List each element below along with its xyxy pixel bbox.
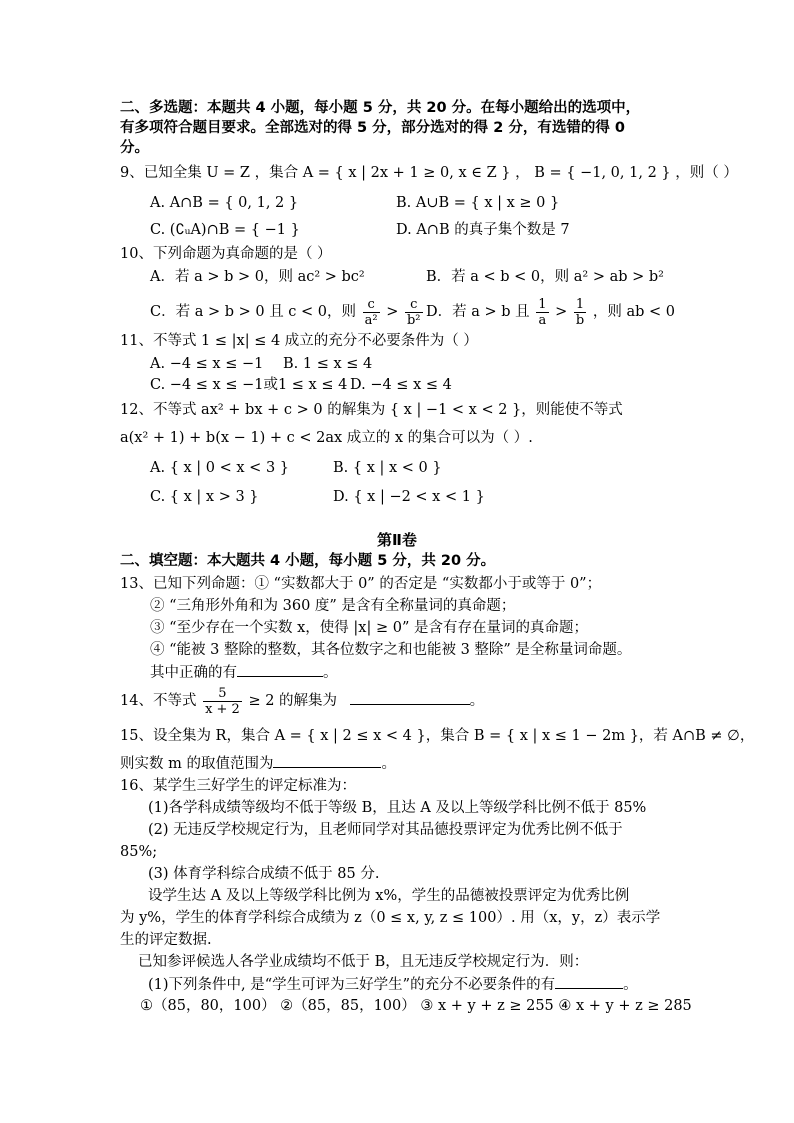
answer-blank-13[interactable]: [237, 662, 323, 677]
question-9-option-b: B. A∪B = { x | x ≥ 0 }: [396, 195, 560, 211]
question-9-option-a: A. A∩B = { 0, 1, 2 }: [150, 195, 299, 211]
section-multi-choice-header-line1: 二、多选题：本题共 4 小题，每小题 5 分，共 20 分。在每小题给出的选项中，: [120, 100, 641, 116]
question-12-option-d: D. { x | −2 < x < 1 }: [333, 489, 485, 505]
question-12-option-b: B. { x | x < 0 }: [333, 460, 442, 476]
section-multi-choice-header-line3: 分。: [120, 140, 149, 156]
fraction-1-over-a: $\frac{1}{a}$: [538, 296, 547, 328]
question-12-option-c: C. { x | x > 3 }: [150, 489, 259, 505]
question-11-stem: 11、不等式 1 ≤ |x| ≤ 4 成立的充分不必要条件为（ ）: [120, 333, 478, 349]
question-13-statement-4: ④ “能被 3 整除的整数，其各位数字之和也能被 3 整除” 是全称量词命题。: [150, 642, 632, 658]
question-11-option-c: C. −4 ≤ x ≤ −1或1 ≤ x ≤ 4: [150, 377, 348, 393]
question-11-option-b: B. 1 ≤ x ≤ 4: [283, 356, 373, 372]
question-16-sub-1: (1)下列条件中, 是“学生可评为三好学生”的充分不必要条件的有 。: [148, 974, 638, 995]
question-10-option-a: A．若 a > b > 0，则 ac² > bc²: [150, 269, 365, 285]
question-16-criterion-2: (2) 无违反学校规定行为，且老师同学对其品德投票评定为优秀比例不低于: [148, 822, 623, 838]
question-15-line1: 15、设全集为 R，集合 A = { x | 2 ≤ x < 4 }，集合 B = { x | x ≤ 1 − 2m }，若 A∩B ≠ ∅，: [120, 728, 755, 744]
fraction-5-over-x-plus-2: $\frac{5}{x + 2}$: [205, 685, 240, 717]
question-16-definition-line3: 生的评定数据.: [120, 932, 212, 948]
question-13-line1: 13、已知下列命题：① “实数都大于 0” 的否定是 “实数都小于或等于 0”；: [120, 576, 602, 592]
question-16-line1: 16、某学生三好学生的评定标准为：: [120, 778, 356, 794]
question-12-option-a: A. { x | 0 < x < 3 }: [150, 460, 290, 476]
question-10-stem: 10、下列命题为真命题的是（ ）: [120, 246, 332, 262]
question-16-definition-line2: 为 y%，学生的体育学科综合成绩为 z（0 ≤ x, y, z ≤ 100）. 用（x，y，z）表示学: [120, 910, 661, 926]
fraction-c-over-a-squared: $\frac{c}{\text{a²}}$: [364, 296, 378, 328]
question-11-option-a: A. −4 ≤ x ≤ −1: [150, 356, 264, 372]
question-10-option-b: B．若 a < b < 0，则 a² > ab > b²: [426, 269, 664, 285]
answer-blank-14[interactable]: [350, 690, 470, 705]
question-12-stem-line2: a(x² + 1) + b(x − 1) + c < 2ax 成立的 x 的集合可以为（ ）.: [120, 430, 533, 446]
fraction-c-over-b-squared: $\frac{c}{\text{b²}}$: [406, 296, 421, 328]
question-10-option-c: C．若 a > b > 0 且 c < 0，则 $\frac{c}{\text{a²}}$ > $\frac{c}{\text{b²}}$: [150, 296, 421, 328]
question-10-option-d: D．若 a > b 且 $\frac{1}{a}$ > $\frac{1}{b}$ ，则 ab < 0: [426, 296, 675, 328]
question-13-statement-3: ③ “至少存在一个实数 x，使得 |x| ≥ 0” 是含有存在量词的真命题；: [150, 620, 588, 636]
answer-blank-16[interactable]: [555, 974, 623, 989]
part-2-title: 第Ⅱ卷: [377, 531, 417, 549]
question-16-criterion-1: (1)各学科成绩等级均不低于等级 B，且达 A 及以上等级学科比例不低于 85%: [148, 800, 647, 816]
question-16-given: 已知参评候选人各学业成绩均不低于 B，且无违反学校规定行为．则：: [138, 954, 589, 970]
question-14: 14、不等式 $\frac{5}{x + 2}$ ≥ 2 的解集为 。: [120, 685, 485, 717]
question-15-line2: 则实数 m 的取值范围为 。: [120, 753, 396, 774]
question-16-definition-line1: 设学生达 A 及以上等级学科比例为 x%，学生的品德被投票评定为优秀比例: [148, 888, 630, 904]
section-fill-blank-header: 二、填空题：本大题共 4 小题，每小题 5 分，共 20 分。: [120, 553, 496, 569]
question-16-choices: ①（85，80，100） ②（85，85，100） ③ x + y + z ≥ 255 ④ x + y + z ≥ 285: [140, 998, 692, 1014]
question-12-stem-line1: 12、不等式 ax² + bx + c > 0 的解集为 { x | −1 < x < 2 }，则能使不等式: [120, 402, 623, 418]
question-9-option-c: C. (∁ᵤA)∩B = { −1 }: [150, 222, 300, 238]
question-16-criterion-3: (3) 体育学科综合成绩不低于 85 分.: [148, 866, 380, 882]
question-16-criterion-2-cont: 85%;: [120, 844, 158, 860]
question-9-stem: 9、已知全集 U = Z ，集合 A = { x | 2x + 1 ≥ 0, x ∈ Z } ， B = { −1, 0, 1, 2 } ，则（ ）: [120, 165, 738, 181]
answer-blank-15[interactable]: [273, 753, 381, 768]
section-multi-choice-header-line2: 有多项符合题目要求。全部选对的得 5 分，部分选对的得 2 分，有选错的得 0: [120, 120, 626, 136]
question-11-option-d: D. −4 ≤ x ≤ 4: [350, 377, 452, 393]
question-13-statement-2: ② “三角形外角和为 360 度” 是含有全称量词的真命题；: [150, 598, 516, 614]
fraction-1-over-b: $\frac{1}{b}$: [575, 296, 585, 328]
question-9-option-d: D. A∩B 的真子集个数是 7: [396, 222, 570, 238]
question-13-answer-line: 其中正确的有 。: [150, 662, 338, 683]
